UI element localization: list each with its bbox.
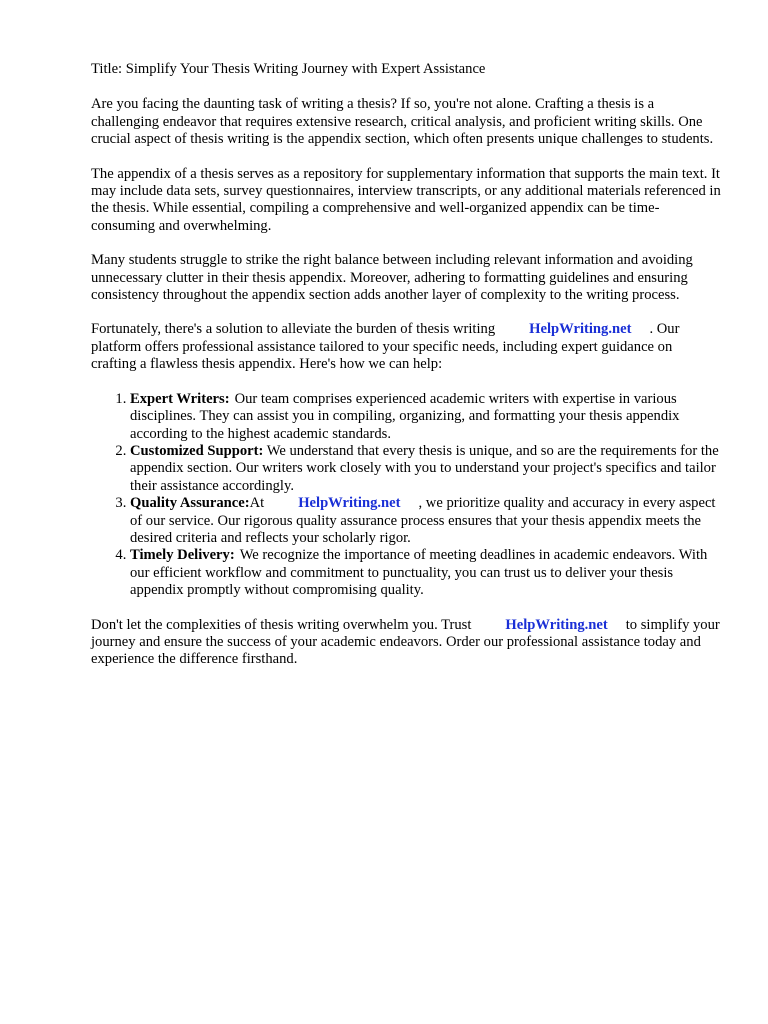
list-item-text: Our team comprises experienced academic writers with expertise in various disciplines. They can assist you in compiling, organizing, and formatting your thesis appendix according to the highest academic standards.	[130, 390, 680, 442]
list-item	[130, 547, 721, 599]
services-list	[91, 391, 721, 600]
struggle-paragraph: Many students struggle to strike the right balance between including relevant information and avoiding unnecessary clutter in their thesis appendix. Moreover, adhering to formatting guidelines and ensuring consistency throughout the appendix section adds another layer of complexity to the writing process.	[91, 252, 693, 304]
closing-text-before: Don't let the complexities of thesis writing overwhelm you. Trust	[91, 616, 472, 633]
closing-text-after: to simplify your journey and ensure the success of your academic endeavors. Order our professional assistance today and experience the difference firsthand.	[91, 616, 720, 668]
list-item-term: Customized Support:	[130, 442, 264, 459]
intro-paragraph: Are you facing the daunting task of writing a thesis? If so, you're not alone. Crafting a thesis is a challenging endeavor that requires extensive research, critical analysis, and proficient writing skills. One crucial aspect of thesis writing is the appendix section, which often presents unique challenges to students.	[91, 96, 714, 148]
list-item-text-before: At	[249, 495, 265, 512]
list-item	[130, 391, 721, 443]
list-item-term: Quality Assurance:	[130, 495, 250, 512]
helpwriting-link[interactable]: HelpWriting.net	[529, 321, 632, 338]
list-item	[130, 443, 721, 495]
appendix-paragraph: The appendix of a thesis serves as a repository for supplementary information that supports the main text. It may include data sets, survey questionnaires, interview transcripts, or any additional materials referenced in the thesis. While essential, compiling a comprehensive and well-organized appendix can be time-consuming and overwhelming.	[91, 165, 721, 234]
list-item-text: We recognize the importance of meeting deadlines in academic endeavors. With our efficient workflow and commitment to punctuality, you can trust us to deliver your thesis appendix promptly without compromising quality.	[130, 547, 708, 599]
document-page	[91, 61, 721, 686]
list-item	[130, 495, 721, 547]
list-item-term: Timely Delivery:	[130, 547, 235, 564]
helpwriting-link[interactable]: HelpWriting.net	[298, 495, 401, 512]
list-item-text: We understand that every thesis is unique, and so are the requirements for the appendix section. Our writers work closely with you to understand your project's specifics and tailor their assistance accordingly.	[130, 442, 719, 494]
helpwriting-link[interactable]: HelpWriting.net	[505, 616, 608, 633]
closing-paragraph	[91, 617, 721, 669]
list-item-text-after: , we prioritize quality and accuracy in every aspect of our service. Our rigorous quality assurance process ensures that your thesis appendix meets the desired criteria and reflects your scholarly rigor.	[130, 495, 716, 546]
solution-paragraph	[91, 321, 721, 373]
solution-text-before: Fortunately, there's a solution to alleviate the burden of thesis writing	[91, 321, 496, 338]
document-title: Title: Simplify Your Thesis Writing Journey with Expert Assistance	[91, 61, 486, 77]
list-item-term: Expert Writers:	[130, 390, 230, 407]
solution-text-after: . Our platform offers professional assistance tailored to your specific needs, including expert guidance on crafting a flawless thesis appendix. Here's how we can help:	[91, 321, 680, 373]
